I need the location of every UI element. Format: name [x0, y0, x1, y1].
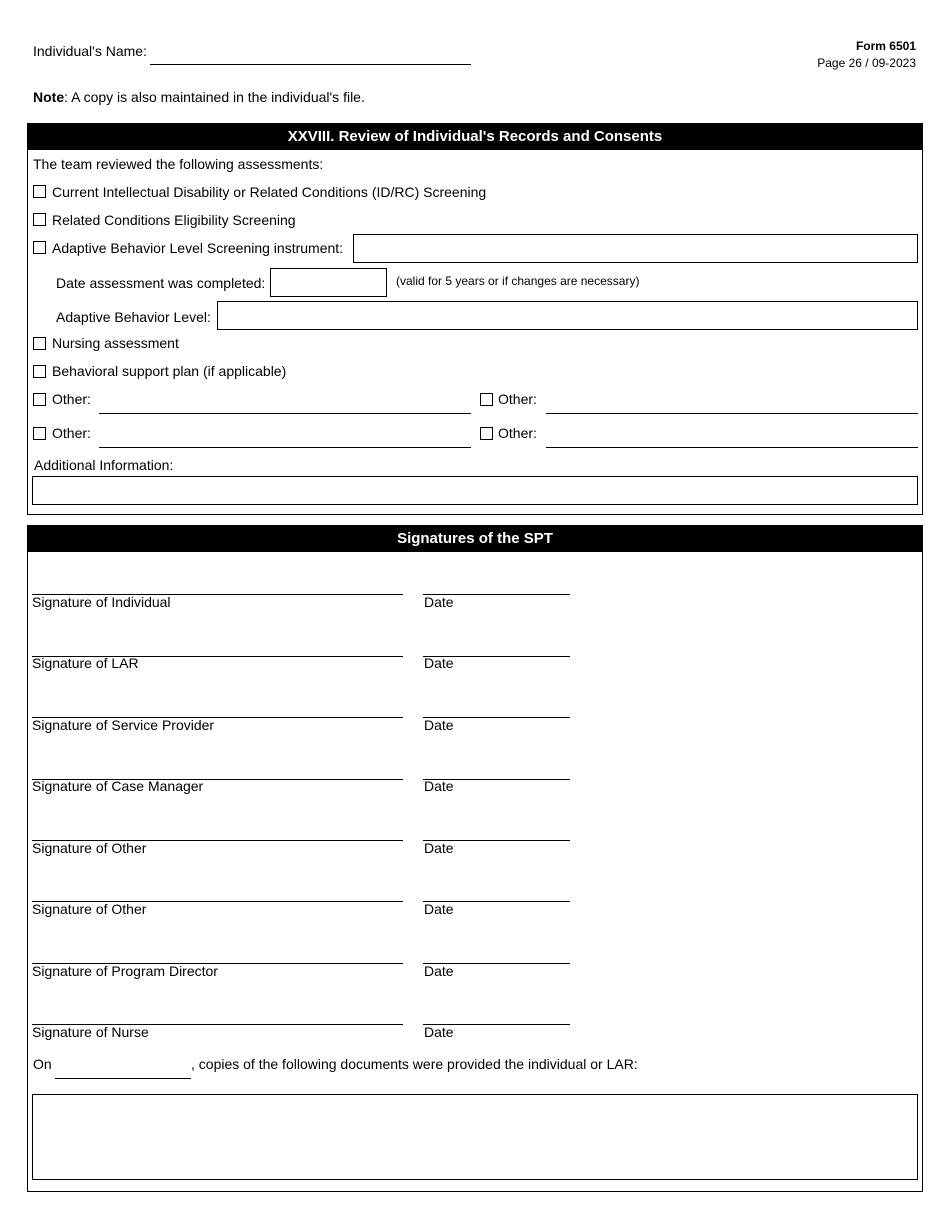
individual-name-field[interactable]: [150, 64, 471, 65]
other-field[interactable]: [546, 447, 918, 448]
other-field[interactable]: [546, 413, 918, 414]
other-checkbox[interactable]: [480, 427, 493, 440]
signatures-section-title: Signatures of the SPT: [28, 525, 922, 552]
signature-label: Signature of Other: [32, 840, 147, 856]
other-field[interactable]: [99, 413, 471, 414]
signature-label: Signature of Case Manager: [32, 778, 204, 794]
other-checkbox[interactable]: [480, 393, 493, 406]
other-label: Other:: [52, 425, 91, 441]
nursing-assessment-label: Nursing assessment: [52, 335, 179, 351]
date-completed-label: Date assessment was completed:: [56, 275, 266, 291]
abl-label: Adaptive Behavior Level:: [56, 309, 211, 325]
on-date-field[interactable]: [55, 1078, 191, 1079]
date-completed-input[interactable]: [270, 268, 387, 297]
signature-label: Signature of Individual: [32, 594, 171, 610]
date-label: Date: [424, 840, 454, 856]
signature-label: Signature of LAR: [32, 655, 139, 671]
date-validity-note: (valid for 5 years or if changes are necessary): [396, 274, 640, 288]
review-section-title: XXVIII. Review of Individual's Records and Consents: [28, 123, 922, 150]
signature-label: Signature of Nurse: [32, 1024, 149, 1040]
form-number: Form 6501: [855, 39, 916, 53]
signature-label: Signature of Program Director: [32, 963, 218, 979]
note-text: : A copy is also maintained in the individual's file.: [64, 89, 365, 105]
behavioral-plan-label: Behavioral support plan (if applicable): [52, 363, 287, 379]
signatures-section-frame: [27, 525, 923, 1192]
date-label: Date: [424, 1024, 454, 1040]
behavioral-plan-checkbox[interactable]: [33, 365, 46, 378]
date-label: Date: [424, 778, 454, 794]
id-rc-screening-label: Current Intellectual Disability or Related Conditions (ID/RC) Screening: [52, 184, 487, 200]
page-info: Page 26 / 09-2023: [817, 56, 916, 70]
signature-label: Signature of Other: [32, 901, 147, 917]
other-label: Other:: [498, 391, 537, 407]
abl-input[interactable]: [217, 301, 918, 330]
id-rc-screening-checkbox[interactable]: [33, 185, 46, 198]
nursing-assessment-checkbox[interactable]: [33, 337, 46, 350]
other-label: Other:: [52, 391, 91, 407]
signature-label: Signature of Service Provider: [32, 717, 215, 733]
date-label: Date: [424, 717, 454, 733]
other-checkbox[interactable]: [33, 393, 46, 406]
note-bold: Note: [33, 89, 65, 105]
other-field[interactable]: [99, 447, 471, 448]
abl-instrument-label: Adaptive Behavior Level Screening instrument:: [52, 240, 344, 256]
abl-instrument-checkbox[interactable]: [33, 241, 46, 254]
related-conditions-checkbox[interactable]: [33, 213, 46, 226]
related-conditions-label: Related Conditions Eligibility Screening: [52, 212, 296, 228]
abl-instrument-input[interactable]: [353, 234, 918, 263]
on-label: On: [33, 1056, 52, 1072]
date-label: Date: [424, 655, 454, 671]
note: [33, 89, 365, 105]
date-label: Date: [424, 901, 454, 917]
additional-info-input[interactable]: [32, 476, 918, 505]
other-label: Other:: [498, 425, 537, 441]
review-intro: The team reviewed the following assessments:: [33, 156, 324, 172]
date-label: Date: [424, 594, 454, 610]
copies-text: , copies of the following documents were provided the individual or LAR:: [191, 1056, 638, 1072]
additional-info-label: Additional Information:: [34, 457, 174, 473]
other-checkbox[interactable]: [33, 427, 46, 440]
date-label: Date: [424, 963, 454, 979]
individual-name-label: Individual's Name:: [33, 43, 147, 59]
documents-provided-input[interactable]: [32, 1094, 918, 1180]
form-info: [817, 38, 916, 72]
